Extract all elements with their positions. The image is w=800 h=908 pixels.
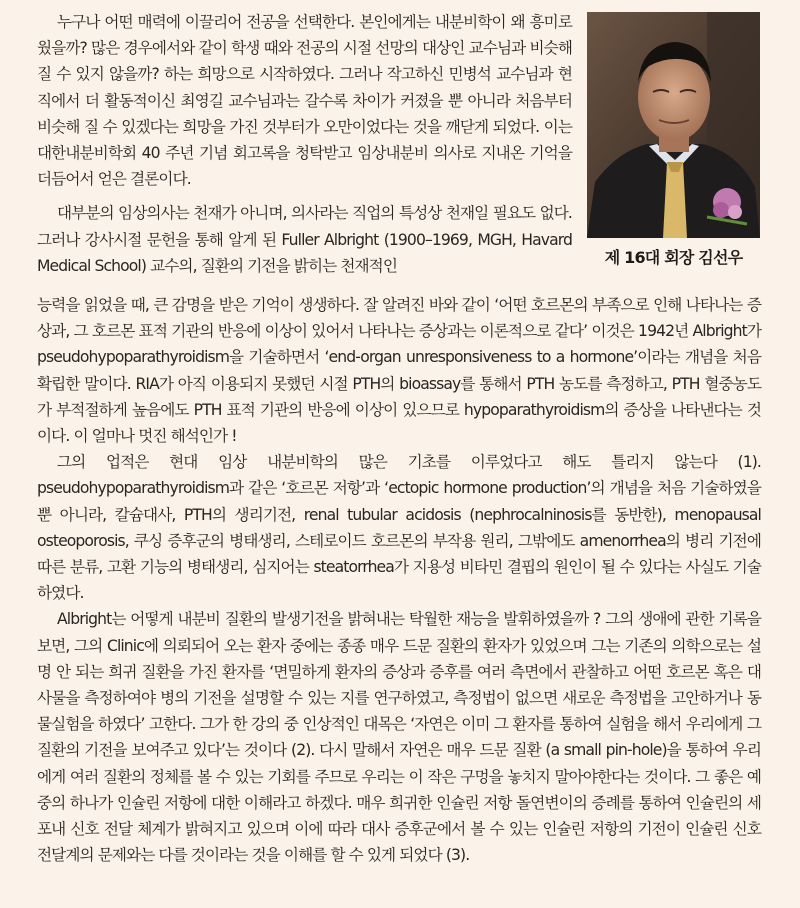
portrait-illustration — [587, 12, 760, 238]
paragraph-rare-diseases: Albright는 어떻게 내분비 질환의 발생기전을 밝혀내는 탁월한 재능을 발휘하였을까 ? 그의 생애에 관한 기록을 보면, 그의 Clinic에 의뢰되어 오는 환자 중에는 종종 매우 드문 질환의 환자가 있었으며 그는 기존의 의학으로는 설명 안 되는 희귀 질환을 가진 환자를 ‘면밀하게 환자의 증상과 증후를 여러 측면에서 관찰하고 어떤 호르몬 혹은 대사물을 측정하여야 병의 기전을 설명할 수 있는 지를 연구하였고, 측정법이 없으면 새로운 측정법을 고안하거나 동물실험을 하였다’ 고한다. 그가 한 강의 중 인상적인 대목은 ‘자연은 이미 그 환자를 통하여 실험을 해서 우리에게 그 질환의 기전을 보여주고 있다’는 것이다 (2). 다시 말해서 자연은 매우 드문 질환 (a small pin-hole)을 통하여 우리에게 여러 질환의 정체를 볼 수 있는 기회를 주므로 우리는 이 작은 구멍을 놓치지 말아야한다는 것이다. 그 좋은 예 중의 하나가 인슐린 저항에 대한 이해라고 하겠다. 매우 희귀한 인슐린 저항 돌연변이의 증례를 통하여 인슐린의 세포내 신호 전달 체계가 밝혀지고 있으며 이에 따라 대사 증후군에서 볼 수 있는 인슐린 저항의 기전이 인슐린 신호 전달계의 문제와는 다를 것이라는 것을 이해를 할 수 있게 되었다 (3). — [37, 610, 761, 865]
portrait-photo — [587, 12, 760, 238]
paragraph-achievements: 그의 업적은 현대 임상 내분비학의 많은 기초를 이루었다고 해도 틀리지 않는다 (1). pseudohypoparathyroidism과 같은 ‘호르몬 저항’과 ‘ectopic hormone production’의 개념을 처음 기술하였을 뿐 아니라, 칼슘대사, PTH의 생리기전, renal tubular acidosis (nephrocalninosis를 동반한), menopausal osteoporosis, 쿠싱 증후군의 병태생리, 스테로이드 호르몬의 부작용 원리, 그밖에도 amenorrhea의 병리 기전에 따른 분류, 고환 기능의 병태생리, 심지어는 steatorrhea가 지용성 비타민 결핍의 원인이 될 수 있다는 사실도 기술하였다. — [37, 453, 761, 603]
bottom-text-column — [37, 292, 761, 868]
top-text-column — [37, 0, 572, 279]
photo-caption: 제 16대 회장 김선우 — [604, 248, 743, 267]
paragraph-intro: 누구나 어떤 매력에 이끌리어 전공을 선택한다. 본인에게는 내분비학이 왜 흥미로웠을까? 많은 경우에서와 같이 학생 때와 전공의 시절 선망의 대상인 교수님과 비슷해 질 수 있지 않을까? 하는 희망으로 시작하였다. 그러나 작고하신 민병석 교수님과 현직에서 더 활동적이신 최영길 교수님과는 갈수록 차이가 커졌을 뿐 아니라 처음부터 비슷해 질 수 있겠다는 희망을 가진 것부터가 오만이었다는 것을 깨닫게 되었다. 이는 대한내분비학회 40 주년 기념 회고록을 청탁받고 임상내분비 의사로 지내온 기억을 더듬어서 얻은 결론이다. — [37, 13, 572, 189]
paragraph-albright-intro: 대부분의 임상의사는 천재가 아니며, 의사라는 직업의 특성상 천재일 필요도 없다. 그러나 강사시절 문헌을 통해 알게 된 Fuller Albright (1900–1969, MGH, Havard Medical School) 교수의, 질환의 기전을 밝히는 천재적인 — [37, 204, 572, 275]
paragraph-albright-quote: 능력을 읽었을 때, 큰 감명을 받은 기억이 생생하다. 잘 알려진 바와 같이 ‘어떤 호르몬의 부족으로 인해 나타나는 증상과, 그 호르몬 표적 기관의 반응에 이상이 있어서 나타나는 증상과는 이론적으로 같다’ 이것은 1942년 Albright가 pseudohypoparathyroidism을 기술하면서 ‘end-organ unresponsiveness to a hormone’이라는 개념을 처음 확립한 말이다. RIA가 아직 이용되지 못했던 시절 PTH의 bioassay를 통해서 PTH 농도를 측정하고, PTH 혈중농도가 부적절하게 높음에도 PTH 표적 기관의 반응에 이상이 있으므로 hypoparathyroidism의 증상을 나타낸다는 것이다. 이 얼마나 멋진 해석인가 ! — [37, 296, 761, 446]
